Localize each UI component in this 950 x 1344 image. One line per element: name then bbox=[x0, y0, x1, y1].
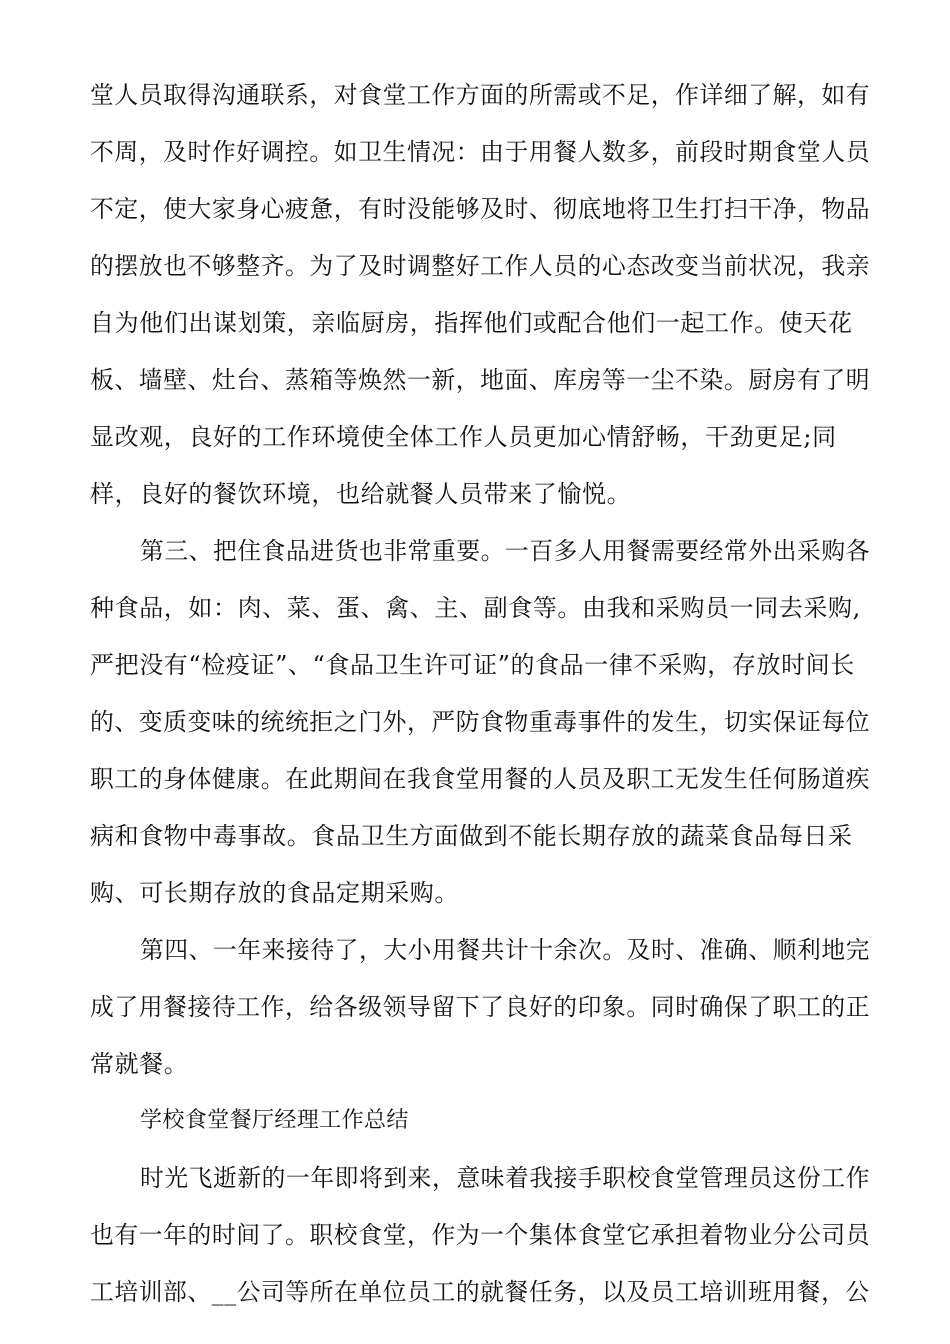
text-line: 工培训部、__公司等所在单位员工的就餐任务，以及员工培训班用餐，公 bbox=[90, 1278, 870, 1306]
text-line: 显改观，良好的工作环境使全体工作人员更加心情舒畅，干劲更足;同 bbox=[90, 423, 837, 451]
paragraph-start-line: 第四、一年来接待了，大小用餐共计十余次。及时、准确、顺利地完 bbox=[140, 936, 871, 964]
text-line: 堂人员取得沟通联系，对食堂工作方面的所需或不足，作详细了解，如有 bbox=[90, 81, 871, 109]
text-line: 职工的身体健康。在此期间在我食堂用餐的人员及职工无发生任何肠道疾 bbox=[90, 765, 871, 793]
text-line: 成了用餐接待工作，给各级领导留下了良好的印象。同时确保了职工的正 bbox=[90, 993, 871, 1021]
section-title: 学校食堂餐厅经理工作总结 bbox=[140, 1108, 409, 1133]
text-line: 购、可长期存放的食品定期采购。 bbox=[90, 879, 459, 907]
paragraph-start-line: 第三、把住食品进货也非常重要。一百多人用餐需要经常外出采购各 bbox=[140, 537, 871, 565]
text-line: 种食品，如：肉、菜、蛋、禽、主、副食等。由我和采购员一同去采购, bbox=[90, 594, 861, 622]
text-line: 常就餐。 bbox=[90, 1050, 189, 1078]
text-line: 板、墙壁、灶台、蒸箱等焕然一新，地面、库房等一尘不染。厨房有了明 bbox=[90, 366, 871, 394]
text-line: 病和食物中毒事故。食品卫生方面做到不能长期存放的蔬菜食品每日采 bbox=[90, 822, 853, 850]
text-line: 样，良好的餐饮环境，也给就餐人员带来了愉悦。 bbox=[90, 480, 632, 508]
text-line: 的摆放也不够整齐。为了及时调整好工作人员的心态改变当前状况，我亲 bbox=[90, 252, 871, 280]
text-line: 不周，及时作好调控。如卫生情况：由于用餐人数多，前段时期食堂人员 bbox=[90, 138, 871, 166]
text-line: 严把没有“检疫证”、“食品卫生许可证”的食品一律不采购，存放时间长 bbox=[90, 651, 855, 679]
text-line: 自为他们出谋划策，亲临厨房，指挥他们或配合他们一起工作。使天花 bbox=[90, 309, 853, 337]
text-line: 也有一年的时间了。职校食堂，作为一个集体食堂它承担着物业分公司员 bbox=[90, 1221, 871, 1249]
text-line: 不定，使大家身心疲惫，有时没能够及时、彻底地将卫生打扫干净，物品 bbox=[90, 195, 871, 223]
paragraph-start-line: 时光飞逝新的一年即将到来，意味着我接手职校食堂管理员这份工作 bbox=[140, 1164, 871, 1192]
text-line: 的、变质变味的统统拒之门外，严防食物重毒事件的发生，切实保证每位 bbox=[90, 708, 871, 736]
